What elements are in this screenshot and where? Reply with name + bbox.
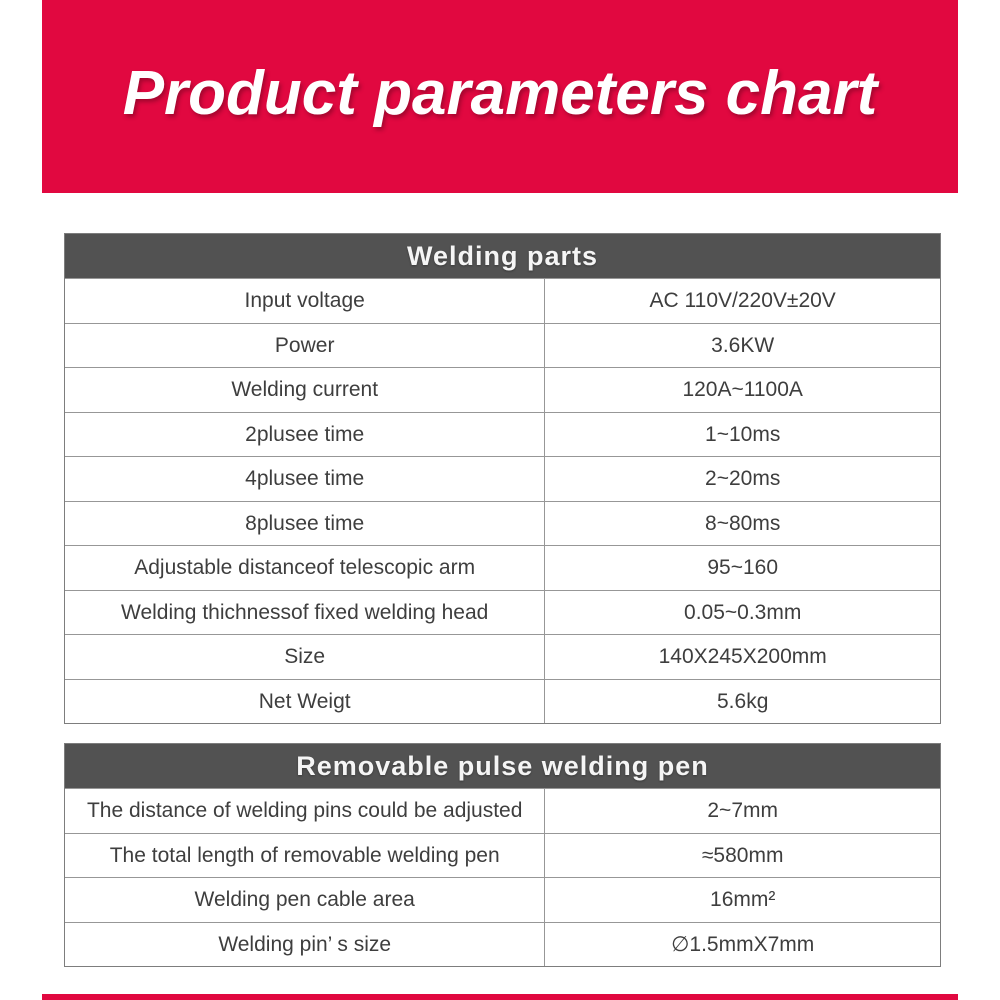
row-value: 3.6KW — [711, 333, 775, 357]
welding-parts-table-header: Welding parts — [65, 234, 940, 278]
row-label: 2plusee time — [65, 413, 545, 457]
row-value: 95~160 — [707, 556, 779, 580]
table-row — [65, 877, 940, 922]
row-label: Welding thichnessof fixed welding head — [65, 591, 545, 635]
table-row — [65, 634, 940, 679]
page-title: Product parameters chart — [122, 59, 878, 128]
row-label: Welding pin’ s size — [65, 923, 545, 967]
table-row — [65, 788, 940, 833]
row-value: 2~20ms — [705, 467, 781, 491]
welding-pen-table-header: Removable pulse welding pen — [65, 744, 940, 788]
row-label: Welding current — [65, 368, 545, 412]
row-value: 2~7mm — [707, 799, 778, 823]
table-row — [65, 501, 940, 546]
row-label: Net Weigt — [65, 680, 545, 724]
row-value: 1~10ms — [705, 422, 781, 446]
table-row — [65, 323, 940, 368]
row-value: 140X245X200mm — [658, 645, 827, 669]
row-value: 0.05~0.3mm — [684, 600, 802, 624]
title-banner — [42, 0, 958, 193]
row-label: Input voltage — [65, 279, 545, 323]
row-label: Power — [65, 324, 545, 368]
table-row — [65, 456, 940, 501]
row-label: Size — [65, 635, 545, 679]
table-row — [65, 679, 940, 724]
table-row — [65, 545, 940, 590]
welding-parts-table — [64, 233, 941, 724]
table-row — [65, 833, 940, 878]
table-row — [65, 412, 940, 457]
table-row — [65, 367, 940, 412]
row-value: AC 110V/220V±20V — [649, 289, 836, 313]
table-row — [65, 922, 940, 967]
row-value: ≈580mm — [701, 843, 784, 867]
row-label: The distance of welding pins could be adjusted — [65, 789, 545, 833]
row-label: Adjustable distanceof telescopic arm — [65, 546, 545, 590]
table-row — [65, 590, 940, 635]
row-label: 4plusee time — [65, 457, 545, 501]
row-value: 120A~1100A — [682, 378, 803, 402]
row-label: 8plusee time — [65, 502, 545, 546]
row-label: The total length of removable welding pen — [65, 834, 545, 878]
table-row — [65, 278, 940, 323]
welding-pen-table — [64, 743, 941, 967]
bottom-accent-bar — [42, 994, 958, 1000]
row-value: 16mm² — [710, 888, 776, 912]
row-value: 8~80ms — [705, 511, 781, 535]
row-label: Welding pen cable area — [65, 878, 545, 922]
row-value: 5.6kg — [717, 689, 769, 713]
row-value: ∅1.5mmX7mm — [671, 932, 815, 956]
